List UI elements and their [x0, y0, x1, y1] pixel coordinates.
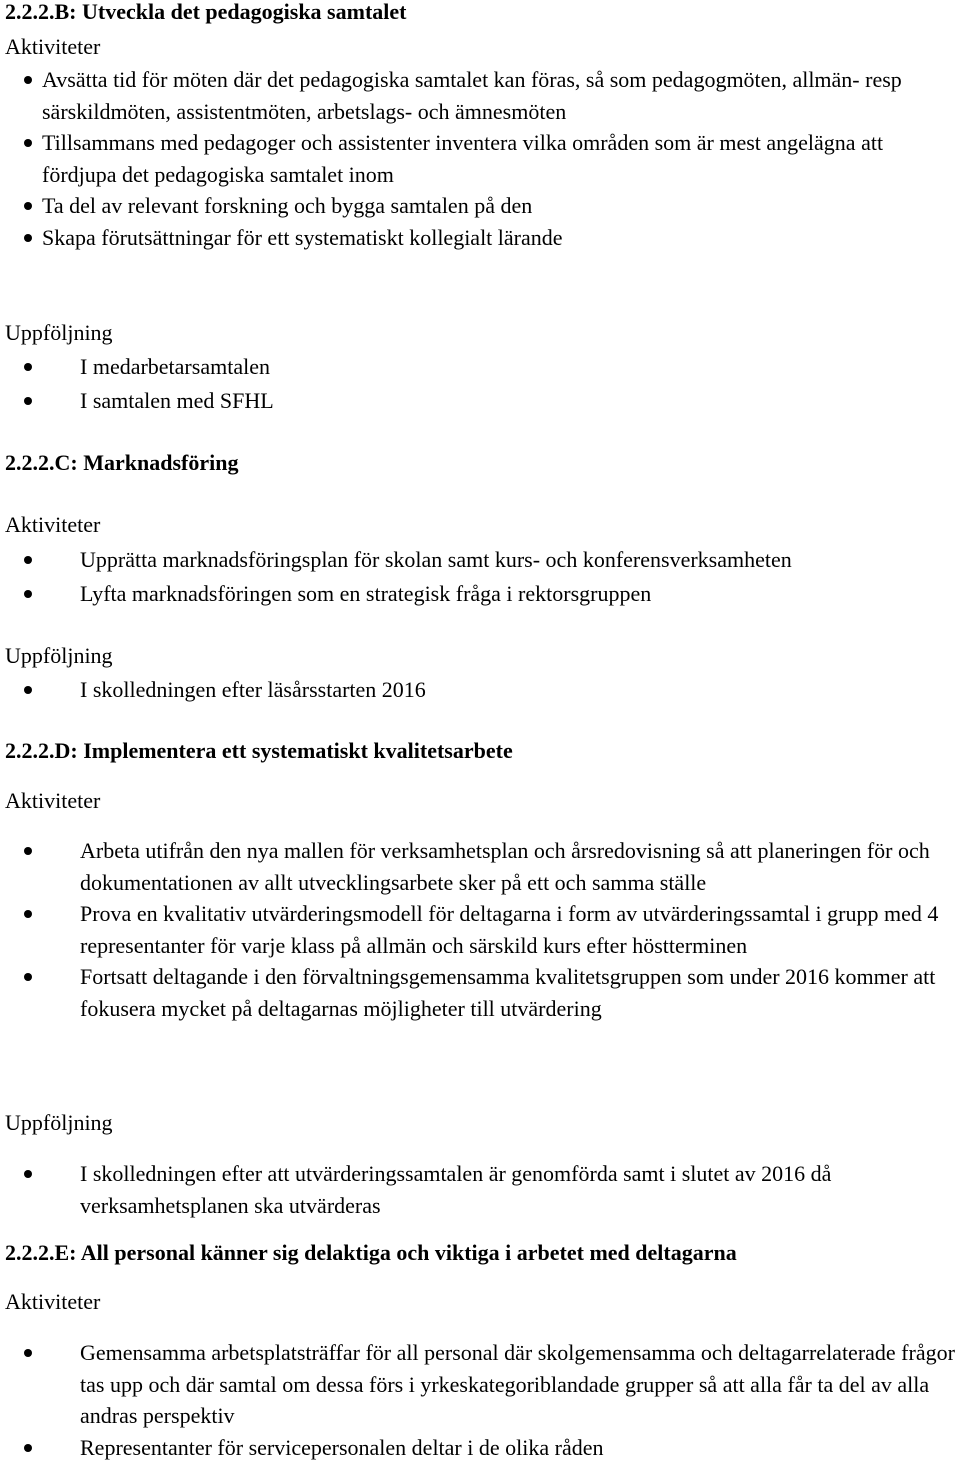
- section-b-followup-label: Uppföljning: [5, 320, 113, 345]
- list-item: Ta del av relevant forskning och bygga samtalen på den: [0, 190, 930, 222]
- bullet-icon: [24, 1444, 32, 1452]
- bullet-icon: [24, 202, 32, 210]
- list-item: I medarbetarsamtalen: [0, 350, 960, 384]
- list-item: Prova en kvalitativ utvärderingsmodell för deltagarna i form av utvärderingssamtal i grupp med 4 representanter för varje klass på allmän och särskild kurs efter höstterminen: [0, 898, 955, 961]
- section-c-followup-label: Uppföljning: [5, 643, 113, 668]
- list-item: Upprätta marknadsföringsplan för skolan samt kurs- och konferensverksamheten: [0, 543, 960, 577]
- bullet-icon: [24, 590, 32, 598]
- list-item: Fortsatt deltagande i den förvaltningsgemensamma kvalitetsgruppen som under 2016 kommer att fokusera mycket på deltagarnas möjligheter till utvärdering: [0, 961, 955, 1024]
- bullet-icon: [24, 397, 32, 405]
- bullet-icon: [24, 139, 32, 147]
- section-c-heading: 2.2.2.C: Marknadsföring: [5, 450, 239, 475]
- section-e-activities-label: Aktiviteter: [5, 1289, 101, 1314]
- bullet-icon: [24, 973, 32, 981]
- list-item: Representanter för servicepersonalen deltar i de olika råden: [0, 1432, 960, 1464]
- list-item: Arbeta utifrån den nya mallen för verksamhetsplan och årsredovisning så att planeringen för och dokumentationen av allt utvecklingsarbete sker på ett och samma ställe: [0, 835, 955, 898]
- bullet-icon: [24, 686, 32, 694]
- section-e-heading: 2.2.2.E: All personal känner sig delaktiga och viktiga i arbetet med deltagarna: [5, 1240, 737, 1265]
- section-d-activities-list: [0, 835, 955, 1024]
- bullet-icon: [24, 910, 32, 918]
- section-d-activities-label: Aktiviteter: [5, 788, 101, 813]
- list-item: Tillsammans med pedagoger och assistenter inventera vilka områden som är mest angelägna att fördjupa det pedagogiska samtalet inom: [0, 127, 930, 190]
- list-item: Skapa förutsättningar för ett systematiskt kollegialt lärande: [0, 222, 930, 254]
- list-item: I samtalen med SFHL: [0, 384, 960, 418]
- section-e-activities-list: [0, 1337, 960, 1463]
- section-d-followup-list: [0, 1158, 955, 1221]
- section-b-activities-label: Aktiviteter: [5, 34, 101, 59]
- bullet-icon: [24, 1170, 32, 1178]
- list-item: Avsätta tid för möten där det pedagogiska samtalet kan föras, så som pedagogmöten, allmän- resp särskildmöten, assistentmöten, arbetslags- och ämnesmöten: [0, 64, 930, 127]
- bullet-icon: [24, 1349, 32, 1357]
- section-b-followup-list: [0, 350, 960, 417]
- section-b-heading: 2.2.2.B: Utveckla det pedagogiska samtalet: [5, 0, 407, 24]
- section-c-activities-list: [0, 543, 960, 610]
- list-item: I skolledningen efter läsårsstarten 2016: [0, 673, 960, 707]
- section-b-activities-list: [0, 64, 930, 253]
- list-item: I skolledningen efter att utvärderingssamtalen är genomförda samt i slutet av 2016 då verksamhetsplanen ska utvärderas: [0, 1158, 955, 1221]
- bullet-icon: [24, 363, 32, 371]
- bullet-icon: [24, 847, 32, 855]
- bullet-icon: [24, 76, 32, 84]
- section-c-followup-list: [0, 673, 960, 707]
- section-c-activities-label: Aktiviteter: [5, 512, 101, 537]
- list-item: Gemensamma arbetsplatsträffar för all personal där skolgemensamma och deltagarrelaterade frågor tas upp och där samtal om dessa förs i yrkeskategoriblandade grupper så att alla får ta del av alla andras perspektiv: [0, 1337, 960, 1432]
- bullet-icon: [24, 234, 32, 242]
- section-d-heading: 2.2.2.D: Implementera ett systematiskt kvalitetsarbete: [5, 738, 513, 763]
- section-d-followup-label: Uppföljning: [5, 1110, 113, 1135]
- bullet-icon: [24, 556, 32, 564]
- list-item: Lyfta marknadsföringen som en strategisk fråga i rektorsgruppen: [0, 577, 960, 611]
